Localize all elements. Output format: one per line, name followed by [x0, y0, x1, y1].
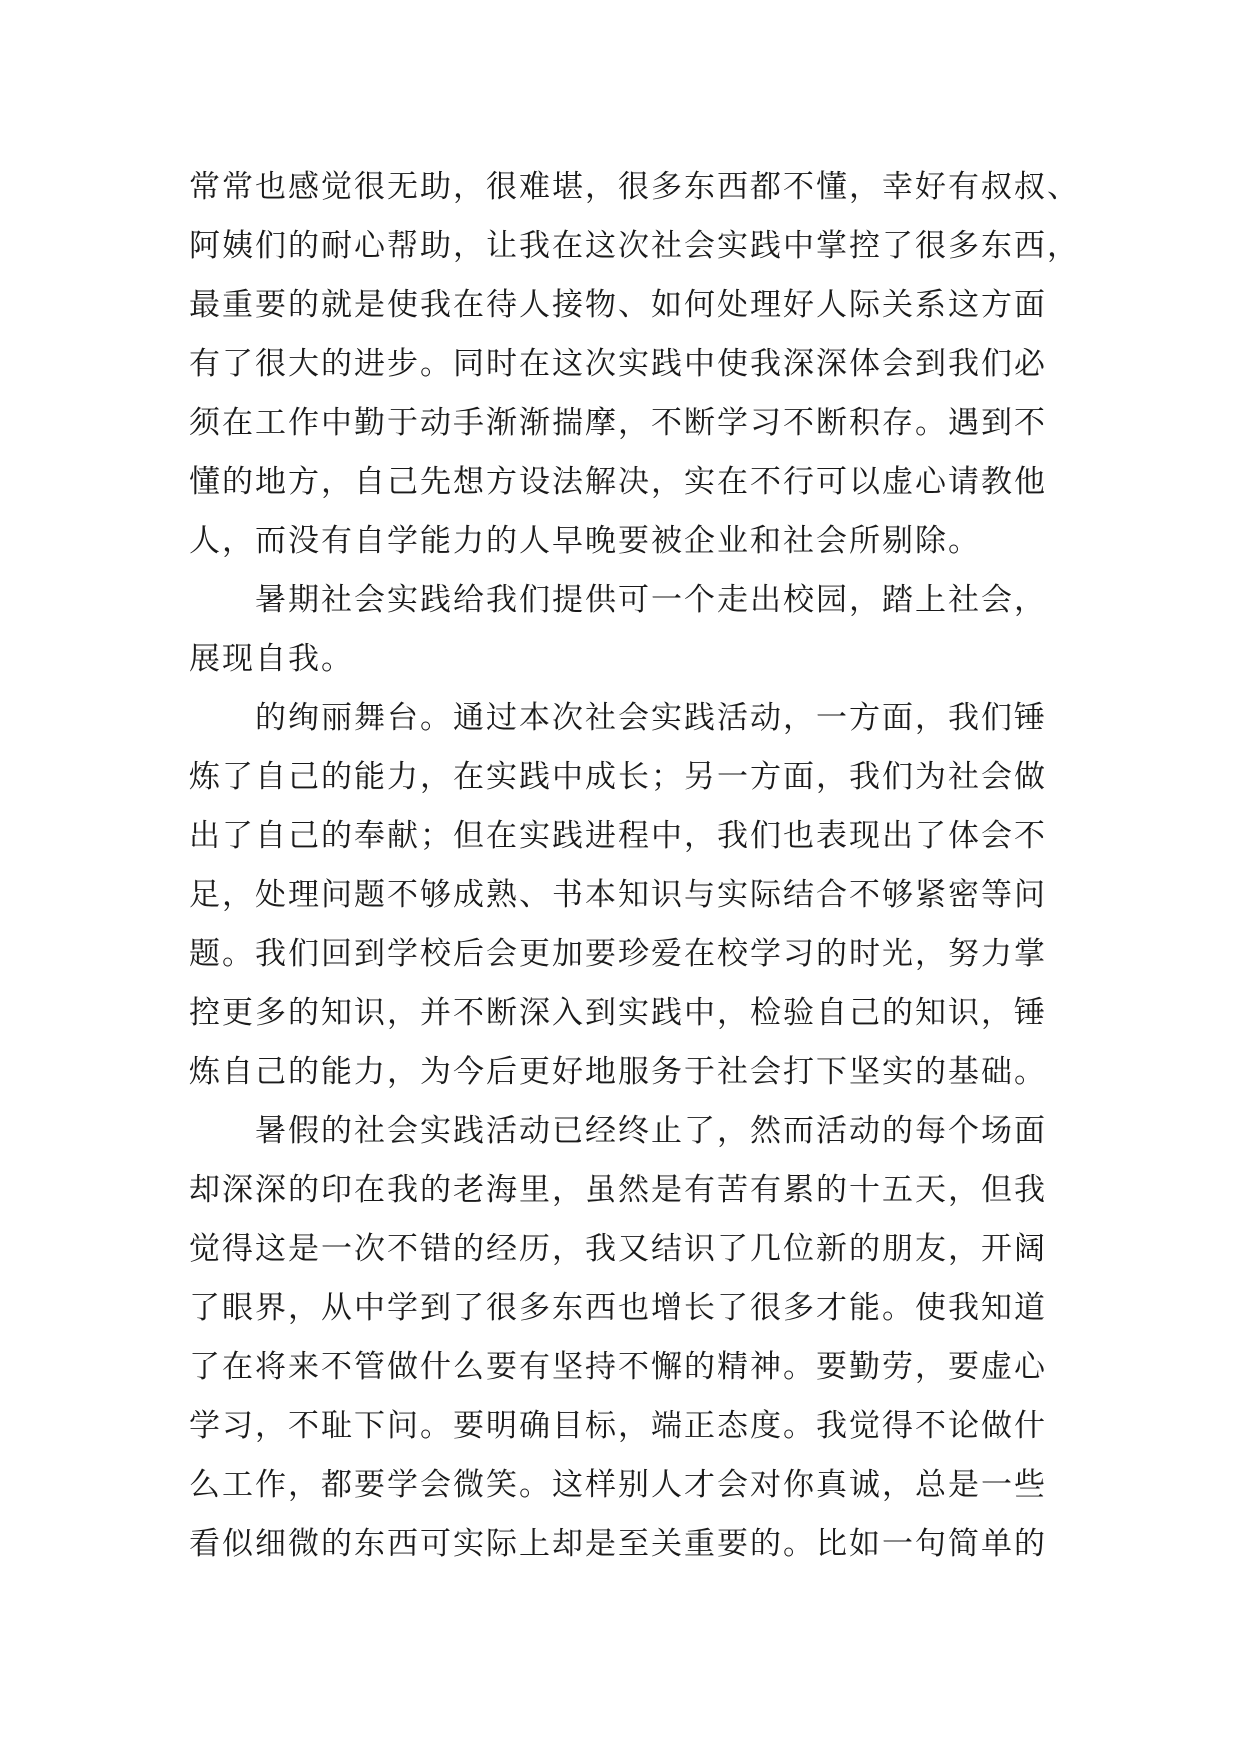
- text-line: 炼自己的能力，为今后更好地服务于社会打下坚实的基础。: [189, 1054, 1047, 1090]
- text-line: 炼了自己的能力，在实践中成长；另一方面，我们为社会做: [189, 759, 1047, 795]
- paragraph-start-line: 暑假的社会实践活动已经终止了，然而活动的每个场面: [255, 1113, 1047, 1149]
- text-line: 么工作，都要学会微笑。这样别人才会对你真诚，总是一些: [189, 1467, 1047, 1503]
- text-line: 了眼界，从中学到了很多东西也增长了很多才能。使我知道: [189, 1290, 1047, 1326]
- text-line: 看似细微的东西可实际上却是至关重要的。比如一句简单的: [189, 1526, 1047, 1562]
- text-line: 阿姨们的耐心帮助，让我在这次社会实践中掌控了很多东西，: [189, 228, 1080, 264]
- paragraph-start-line: 的绚丽舞台。通过本次社会实践活动，一方面，我们锤: [255, 700, 1047, 736]
- text-line: 须在工作中勤于动手渐渐揣摩，不断学习不断积存。遇到不: [189, 405, 1047, 441]
- text-line: 却深深的印在我的老海里，虽然是有苦有累的十五天，但我: [189, 1172, 1047, 1208]
- text-line: 控更多的知识，并不断深入到实践中，检验自己的知识，锤: [189, 995, 1047, 1031]
- text-line: 常常也感觉很无助，很难堪，很多东西都不懂，幸好有叔叔、: [189, 169, 1080, 205]
- text-line: 最重要的就是使我在待人接物、如何处理好人际关系这方面: [189, 287, 1047, 323]
- text-line: 懂的地方，自己先想方设法解决，实在不行可以虚心请教他: [189, 464, 1047, 500]
- text-line: 出了自己的奉献；但在实践进程中，我们也表现出了体会不: [189, 818, 1047, 854]
- document-body: [189, 158, 1089, 1574]
- paragraph-start-line: 暑期社会实践给我们提供可一个走出校园，踏上社会，: [255, 582, 1047, 618]
- text-line: 题。我们回到学校后会更加要珍爱在校学习的时光，努力掌: [189, 936, 1047, 972]
- text-line: 有了很大的进步。同时在这次实践中使我深深体会到我们必: [189, 346, 1047, 382]
- text-line: 足，处理问题不够成熟、书本知识与实际结合不够紧密等问: [189, 877, 1047, 913]
- text-line: 了在将来不管做什么要有坚持不懈的精神。要勤劳，要虚心: [189, 1349, 1047, 1385]
- text-line: 人，而没有自学能力的人早晚要被企业和社会所剔除。: [189, 523, 981, 559]
- text-line: 学习，不耻下问。要明确目标，端正态度。我觉得不论做什: [189, 1408, 1047, 1444]
- text-line: 展现自我。: [189, 641, 354, 677]
- text-line: 觉得这是一次不错的经历，我又结识了几位新的朋友，开阔: [189, 1231, 1047, 1267]
